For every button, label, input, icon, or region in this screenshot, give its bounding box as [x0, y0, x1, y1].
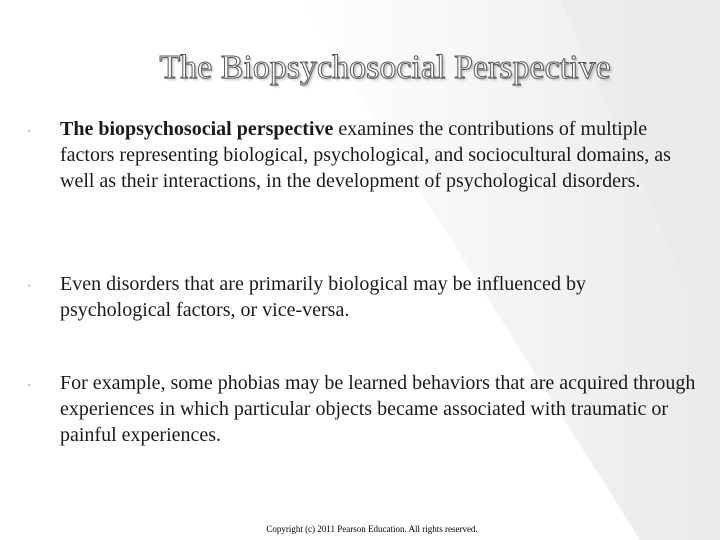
- bullet-marker-icon: ◦: [28, 282, 31, 290]
- bullet-marker-icon: ◦: [28, 127, 31, 135]
- bullet-item: [28, 271, 700, 323]
- bullet-item: [28, 370, 700, 448]
- bullet-text: Even disorders that are primarily biological may be influenced by psychological factors, or vice-versa.: [60, 273, 586, 321]
- bullet-marker-icon: ◦: [28, 381, 31, 389]
- bullet-text: For example, some phobias may be learned behaviors that are acquired through experiences in which particular objects became associated with traumatic or painful experiences.: [60, 372, 696, 446]
- bullet-text: examines the contributions of multiple factors representing biological, psychological, and sociocultural domains, as well as their interactions, in the development of psychological disorders.: [60, 118, 671, 192]
- copyright-footer: Copyright (c) 2011 Pearson Education. All rights reserved.: [266, 524, 478, 534]
- bullet-item: [28, 116, 700, 194]
- bullet-lead-text: The biopsychosocial perspective: [60, 118, 334, 140]
- slide-title: The Biopsychosocial Perspective: [159, 49, 611, 86]
